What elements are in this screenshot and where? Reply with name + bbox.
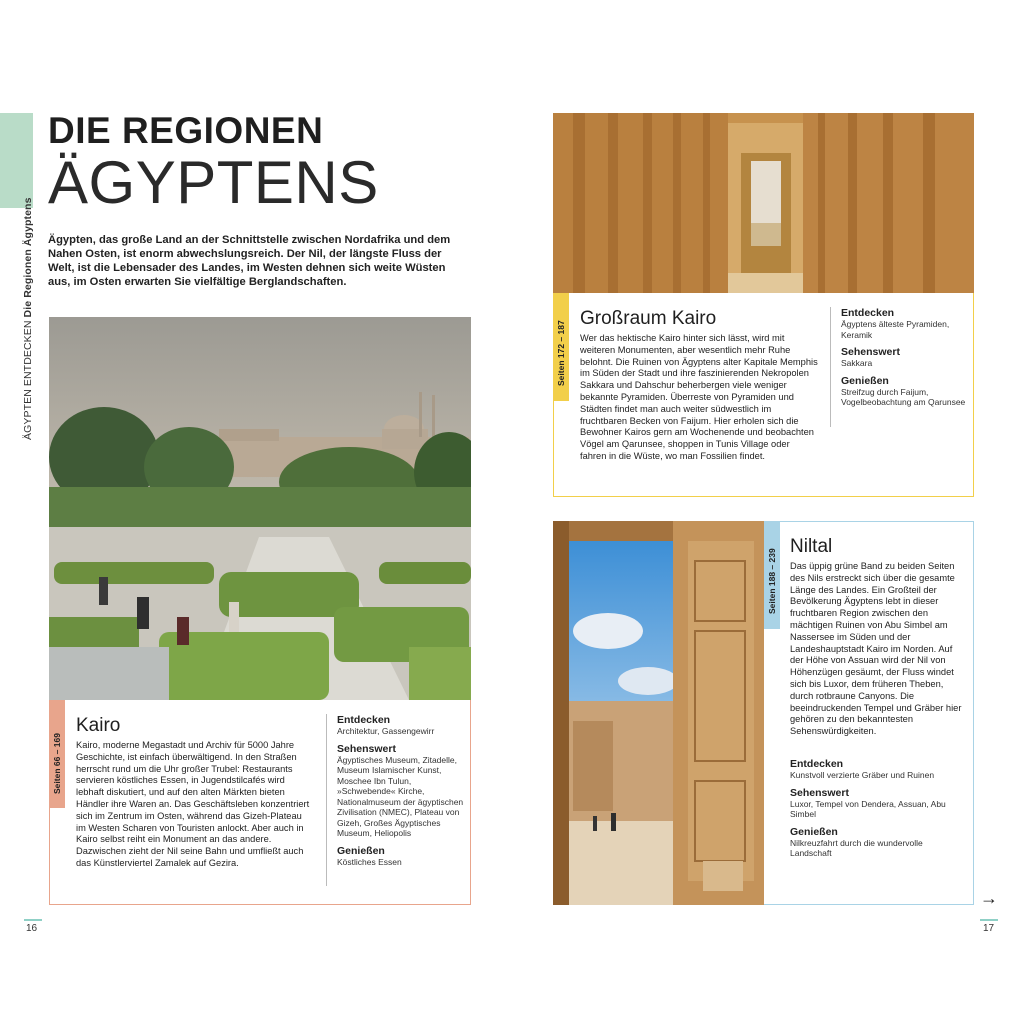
grossraum-facts [830, 307, 976, 427]
kairo-facts [326, 714, 472, 886]
kairo-sehenswert-heading: Sehenswert [337, 742, 396, 755]
page-number-left: 16 [26, 923, 38, 934]
grossraum-photo-illustration [553, 113, 974, 293]
niltal-photo [553, 521, 764, 905]
niltal-geniessen-heading: Genießen [790, 825, 838, 838]
grossraum-entdecken: Ägyptens älteste Pyramiden, Keramik [841, 319, 950, 340]
kairo-entdecken-heading: Entdecken [337, 714, 391, 726]
kairo-sehenswert: Ägyptisches Museum, Zitadelle, Museum Islamischer Kunst, Moschee Ibn Tulun, »Schwebende« Kirche, Nationalmuseum der ägyptischen Zivilisation (NMEC), Plateau von Gizeh, Großes Ägyptisches Museum, Heliopolis [337, 754, 464, 838]
kairo-photo [49, 317, 471, 700]
kairo-region-name: Kairo [76, 715, 121, 736]
kairo-entdecken: Architektur, Gassengewirr [337, 726, 435, 736]
kairo-geniessen: Köstliches Essen [337, 856, 402, 867]
grossraum-photo [553, 113, 974, 293]
next-page-arrow-icon[interactable]: → [980, 888, 998, 908]
kairo-geniessen-heading: Genießen [337, 844, 385, 857]
niltal-page-range: Seiten 188 – 239 [767, 548, 777, 614]
kairo-page-range: Seiten 66 – 169 [52, 733, 62, 794]
page-title-line1: DIE REGIONEN [48, 110, 324, 151]
grossraum-geniessen-heading: Genießen [841, 374, 889, 387]
niltal-description: Das üppig grüne Band zu beiden Seiten des Nils erstreckt sich über die gesamte Länge des Landes. Ein Großteil der Bevölkerung Ägyptens lebt in dieser fruchtbaren Region zwischen den mächtigen Ruinen von Abu Simbel am Nassersee im Süden und der Landeshauptstadt Kairo im Norden. Auf der Höhe von Assuan wird der Nil von Höhenzügen gesäumt, der Fluss windet sich bis Luxor, dem früheren Theben, durch rotbraune Canyons. Die beeindruckenden Tempel und Gräber hier gehören zu den bekanntesten Sehenswürdigkeiten. [790, 561, 962, 737]
grossraum-page-range: Seiten 172 – 187 [556, 320, 566, 386]
grossraum-description: Wer das hektische Kairo hinter sich lässt, wird mit weiteren Monumenten, aber wesentlich mehr Ruhe belohnt. Die Ruinen von Ägyptens alter Kapitale Memphis im Süden der Stadt und ihre faszinierenden Nekropolen Sakkara und Dahschur beherbergen viele weniger bekannte Pyramiden. Überreste von Pyramiden und Städten findet man auch weiter südwestlich im fruchtbaren Becken von Faijum. Hier erholen sich die Bewohner Kairos gern am Wochenende und beobachten Vögel am Qarunsee, shoppen in Tunis Village oder fahren in die Wüste, wo man Fossilien findet. [580, 333, 818, 461]
niltal-sehenswert-heading: Sehenswert [790, 786, 849, 799]
niltal-region-name: Niltal [790, 536, 833, 557]
kairo-description: Kairo, moderne Megastadt und Archiv für 5000 Jahre Geschichte, ist einfach überwältigend. In den Straßen herrscht rund um die Uhr großer Trubel: Restaurants servieren köstliches Essen, in Jugendstilcafés wird lebhaft diskutiert, und auf den alten Märkten bieten Händler ihre Waren an. Das Geschäftsleben konzentriert sich im Zentrum im Osten, während das Gizeh-Plateau im Westen Scharen von Touristen anlockt. Aber auch in Kairo selbst reiht ein Monument an das andere. Dazwischen zieht der Nil seine Bahn und umfließt auch das Künstlerviertel Zamalek auf Gezira. [76, 740, 310, 868]
niltal-geniessen: Nilkreuzfahrt durch die wundervolle Landschaft [790, 837, 923, 858]
running-header-chapter: Die Regionen Ägyptens [22, 197, 34, 318]
page-number-mark-right [980, 919, 998, 921]
running-header-section: ÄGYPTEN ENTDECKEN [22, 320, 34, 440]
kairo-photo-illustration [49, 317, 471, 700]
page-title-line2: ÄGYPTENS [48, 149, 379, 216]
grossraum-sehenswert-heading: Sehenswert [841, 346, 900, 358]
niltal-photo-illustration [553, 521, 764, 905]
niltal-entdecken: Kunstvoll verzierte Gräber und Ruinen [790, 770, 935, 780]
section-running-header [22, 197, 34, 440]
section-color-tab [0, 113, 33, 208]
grossraum-sehenswert: Sakkara [841, 358, 873, 368]
page-number-mark-left [24, 919, 42, 921]
grossraum-region-name: Großraum Kairo [580, 308, 717, 329]
niltal-entdecken-heading: Entdecken [790, 758, 844, 770]
grossraum-geniessen: Streifzug durch Faijum, Vogelbeobachtung am Qarunsee [841, 386, 966, 407]
niltal-sehenswert: Luxor, Tempel von Dendera, Assuan, Abu Simbel [790, 798, 946, 819]
grossraum-entdecken-heading: Entdecken [841, 307, 895, 319]
niltal-facts [790, 758, 965, 865]
page-number-right: 17 [983, 923, 995, 934]
intro-paragraph: Ägypten, das große Land an der Schnittstelle zwischen Nordafrika und dem Nahen Osten, ist enorm abwechslungsreich. Der Nil, der längste Fluss der Welt, ist die Lebensader des Landes, im Westen dehnen sich weite Wüsten aus, im Osten erwarten Sie vielfältige Berglandschaften. [48, 234, 451, 288]
